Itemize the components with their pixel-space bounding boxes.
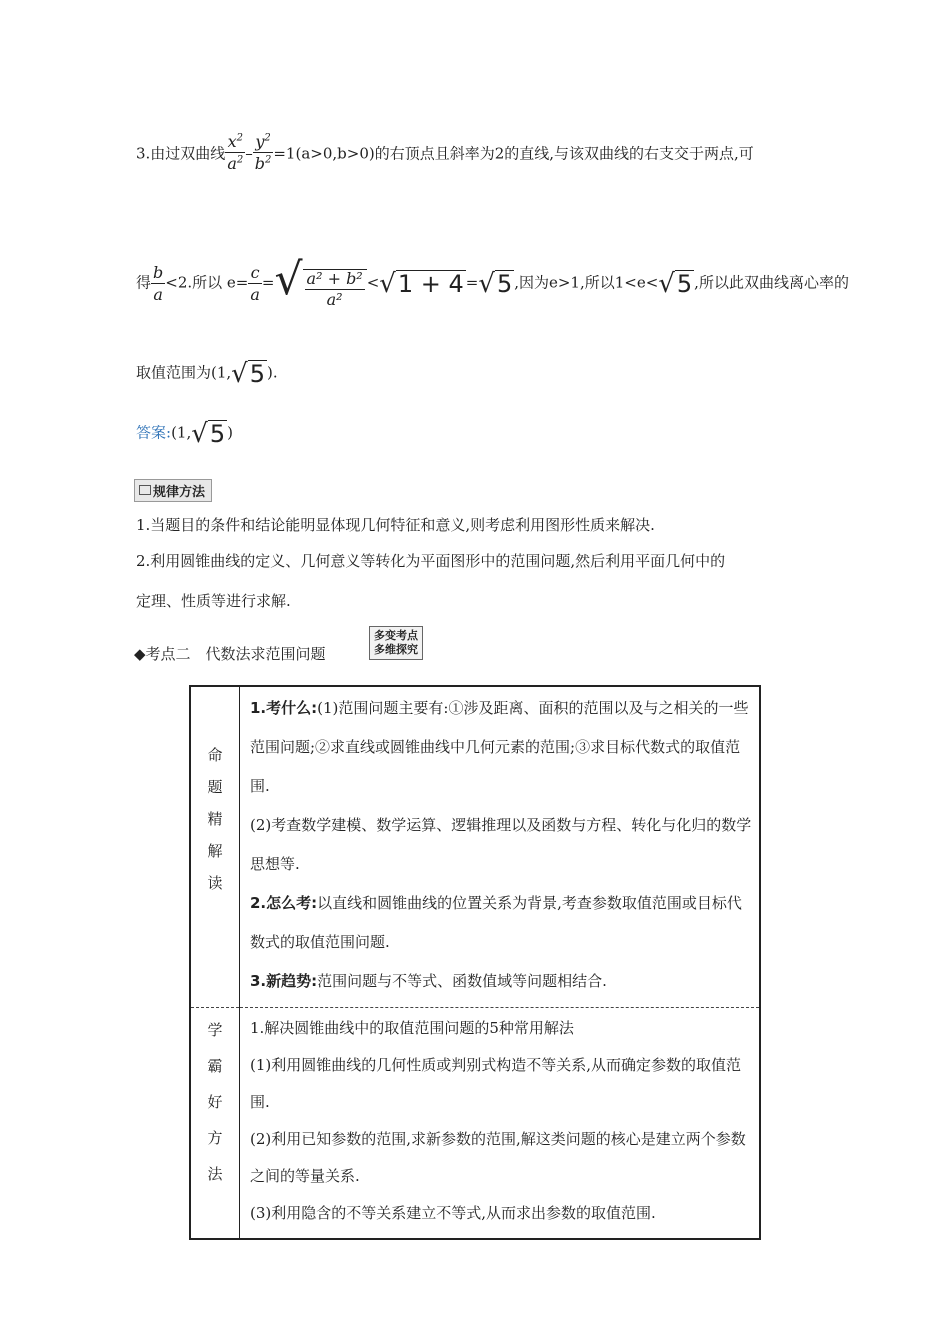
paragraph (250, 884, 753, 962)
fraction-c-a (248, 263, 262, 304)
sqrt-5: √5 (191, 419, 226, 449)
radicand: 5 (249, 360, 266, 388)
paragraph: (1)利用圆锥曲线的几何性质或判别式构造不等关系,从而确定参数的取值范围. (250, 1056, 742, 1111)
answer-value: (1, (171, 423, 192, 442)
label-char: 题 (207, 778, 223, 796)
row-content-interpretation (240, 686, 761, 1008)
a: a (227, 154, 237, 173)
tag-line-1: 多变考点 (374, 629, 418, 642)
section-title-text: 考点二 代数法求范围问题 (145, 645, 326, 663)
bold-heading: 2.怎么考: (250, 894, 318, 912)
text: 范围问题与不等式、函数值域等问题相结合. (317, 972, 607, 990)
table-row (190, 1008, 760, 1240)
text: ,因为e>1,所以1<e< (514, 273, 659, 292)
sqrt-fraction: √ $\frac{\text{a² + b²}}{\text{a²}}$ (274, 258, 366, 309)
text: 以直线和圆锥曲线的位置关系为背景,考查参数取值范围或目标代数式的取值范围问题. (250, 894, 742, 951)
section-title (134, 643, 326, 664)
fraction-y2-b2: $\frac{y^2}{b^2}$ (254, 132, 272, 173)
label-char: 读 (207, 874, 223, 892)
row-label-interpretation (190, 686, 240, 1008)
a: a (250, 284, 260, 304)
section-tag (369, 626, 423, 660)
paragraph: 1.解决圆锥曲线中的取值范围问题的5种常用解法 (250, 1019, 574, 1037)
solution-line-2 (136, 254, 849, 309)
text: < (366, 273, 380, 292)
method-title-badge: 规律方法 (134, 479, 212, 502)
radicand: 5 (496, 269, 513, 298)
paragraph: (2)考查数学建模、数学运算、逻辑推理以及函数与方程、转化与化归的数学思想等. (250, 816, 752, 873)
y: y (255, 132, 265, 151)
b: b (254, 154, 265, 173)
b: b (153, 262, 164, 282)
sqrt-5: √5 (231, 359, 266, 389)
label-char: 精 (207, 810, 223, 828)
text: <2.所以 e= (165, 273, 249, 292)
method-item-2-cont: 定理、性质等进行求解. (136, 592, 291, 610)
text: ). (267, 363, 278, 382)
answer-label: 答案: (136, 423, 172, 442)
label-char: 方 (207, 1129, 223, 1147)
sqrt-5: √5 (478, 268, 513, 299)
denominator: a² (326, 290, 343, 309)
tag-line-2: 多维探究 (374, 643, 418, 656)
paragraph (250, 962, 753, 1001)
text: ,所以此双曲线离心率的 (694, 273, 849, 292)
fraction-b-a (151, 263, 165, 304)
row-label-methods (190, 1008, 240, 1240)
solution-line-1: 3.由过双曲线 $\frac{x^2}{a^2}$ – $\frac{y^2}{b^2}$ =1(a>0,b>0)的右顶点且斜率为2的直线,与该双曲线的右支交于两点,可 (136, 132, 754, 173)
method-item-1: 1.当题目的条件和结论能明显体现几何特征和意义,则考虑利用图形性质来解决. (136, 516, 655, 534)
row-content-methods (240, 1008, 761, 1240)
c: c (250, 262, 260, 282)
text: = (465, 273, 479, 292)
radicand: 5 (676, 269, 693, 298)
paragraph: (3)利用隐含的不等关系建立不等式,从而求出参数的取值范围. (250, 1204, 656, 1222)
paragraph: (2)利用已知参数的范围,求新参数的范围,解这类问题的核心是建立两个参数之间的等量关系. (250, 1130, 746, 1185)
radicand: 1 + 4 (397, 269, 464, 298)
label-char: 好 (207, 1093, 223, 1111)
text: 3.由过双曲线 (136, 144, 226, 163)
label-char: 解 (207, 842, 223, 860)
paragraph (250, 689, 753, 806)
diamond-icon: ◆ (134, 645, 146, 663)
exam-point-table (189, 685, 761, 1240)
text: 取值范围为(1, (136, 363, 232, 382)
method-header (134, 479, 212, 502)
sqrt-5: √5 (658, 268, 693, 299)
method-item-2: 2.利用圆锥曲线的定义、几何意义等转化为平面图形中的范围问题,然后利用平面几何中的 (136, 552, 726, 570)
answer-line (136, 420, 233, 447)
label-char: 命 (207, 746, 223, 764)
label-char: 霸 (207, 1057, 223, 1075)
fraction-x2-a2: $\frac{x^2}{a^2}$ (227, 132, 244, 173)
a: a (153, 284, 163, 304)
label-char: 学 (207, 1021, 223, 1039)
bold-heading: 3.新趋势: (250, 972, 318, 990)
text: (1)范围问题主要有:①涉及距离、面积的范围以及与之相关的一些范围问题;②求直线或圆锥曲线中几何元素的范围;③求目标代数式的取值范围. (250, 699, 749, 795)
text: 得 (136, 273, 152, 292)
text: =1(a>0,b>0)的右顶点且斜率为2的直线,与该双曲线的右支交于两点,可 (273, 144, 754, 163)
radicand: 5 (209, 420, 226, 448)
bold-heading: 1.考什么: (250, 699, 318, 717)
x: x (227, 132, 237, 151)
text: = (261, 273, 275, 292)
sqrt-1-plus-4: √1 + 4 (379, 268, 464, 299)
label-char: 法 (207, 1165, 223, 1183)
text: ) (227, 423, 233, 442)
numerator: a² + b² (306, 269, 363, 289)
solution-line-3 (136, 360, 278, 387)
table-row (190, 686, 760, 1008)
